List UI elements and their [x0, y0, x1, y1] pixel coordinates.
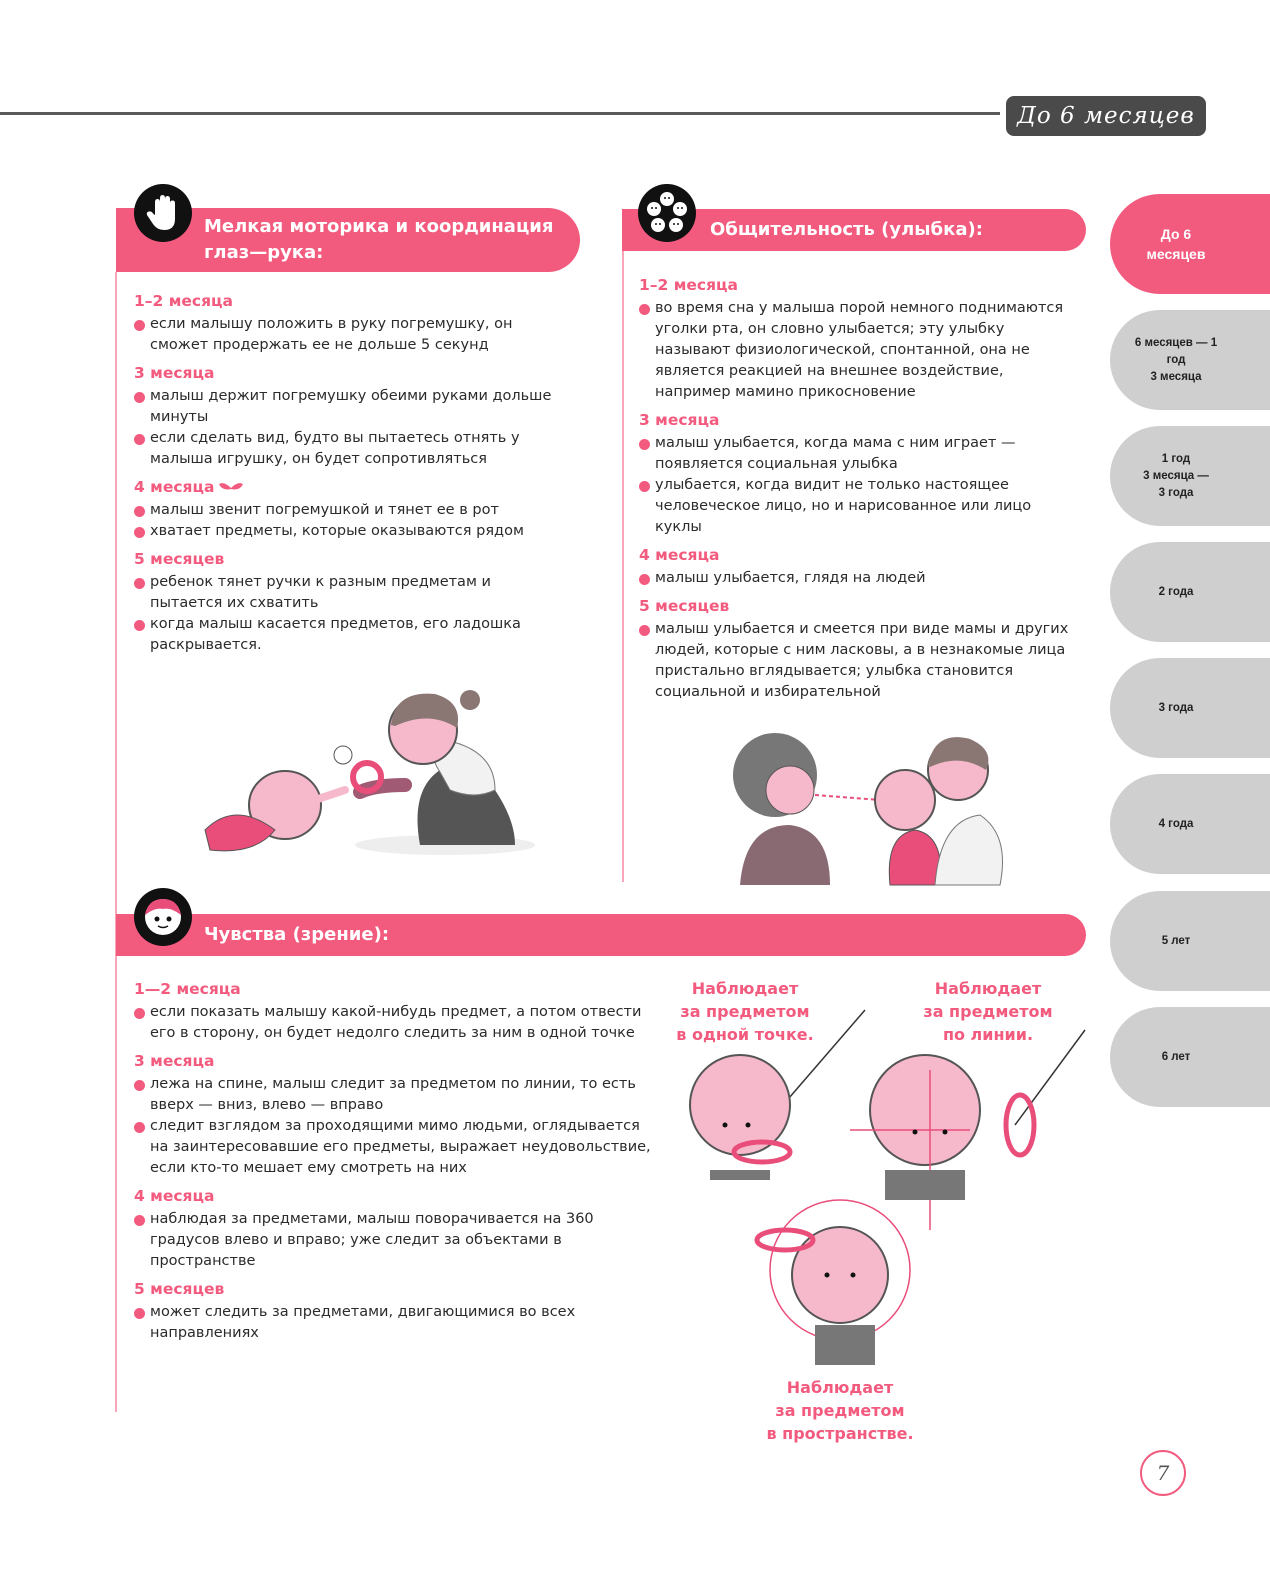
grandma-baby-illustration — [720, 725, 1030, 885]
caption-line: за предметом — [923, 1002, 1053, 1021]
tab-1[interactable] — [1110, 194, 1270, 294]
caption-space — [755, 1376, 925, 1445]
caption-line: Наблюдает — [691, 979, 799, 998]
caption-point — [660, 977, 830, 1046]
tab-label: 4 года — [1158, 817, 1194, 830]
tab-8[interactable] — [1110, 1007, 1270, 1107]
age-heading: 1–2 месяца — [639, 276, 738, 294]
list-item: малыш улыбается, глядя на людей — [639, 568, 1079, 589]
social-body — [639, 268, 1079, 703]
page-number: 7 — [1140, 1450, 1186, 1496]
face-icon — [134, 888, 192, 946]
tab-label: 6 месяцев — 1 — [1134, 336, 1218, 349]
tab-4[interactable] — [1110, 542, 1270, 642]
age-heading: 3 месяца — [134, 364, 215, 382]
tab-label: 3 месяца — — [1143, 469, 1209, 482]
age-heading: 5 месяцев — [134, 1280, 225, 1298]
list-item: если показать малышу какой-нибудь предмет, а потом отвести его в сторону, он будет недолго следить за ним в одной точке — [134, 1002, 654, 1044]
list-item: малыш улыбается и смеется при виде мамы и других людей, которые с ним ласковы, а в незнакомые лица пристально вглядывается; улыбка становится социальной и избирательной — [639, 619, 1079, 703]
motor-body — [134, 284, 564, 656]
list-item: наблюдая за предметами, малыш поворачивается на 360 градусов влево и вправо; уже следит за объектами в пространстве — [134, 1209, 654, 1272]
list-item: хватает предметы, которые оказываются рядом — [134, 521, 564, 542]
tab-3[interactable] — [1110, 426, 1270, 526]
chapter-tabs — [1110, 0, 1270, 1595]
faces-icon — [638, 184, 696, 242]
tab-label: 2 года — [1158, 585, 1194, 598]
caption-line: за предметом — [775, 1401, 905, 1420]
list-item: может следить за предметами, двигающимися во всех направлениях — [134, 1302, 654, 1344]
age-heading: 4 месяца — [134, 477, 564, 498]
caption-line: Наблюдает — [934, 979, 1042, 998]
list-item: следит взглядом за проходящими мимо людьми, оглядывается на заинтересовавшие его предметы, выражает неудовольствие, если кто-то мешает ему смотреть на них — [134, 1116, 654, 1179]
caption-line: по линии. — [942, 1025, 1034, 1044]
tab-label: 6 лет — [1161, 1050, 1191, 1063]
tab-2[interactable] — [1110, 310, 1270, 410]
age-heading: 4 месяца — [134, 1187, 215, 1205]
social-title: Общительность (улыбка): — [710, 219, 983, 240]
age-heading: 5 месяцев — [639, 597, 730, 615]
tab-label: 1 год — [1161, 452, 1191, 465]
age-heading: 3 месяца — [639, 411, 720, 429]
senses-header — [116, 914, 1086, 956]
list-item: малыш держит погремушку обеими руками дольше минуты — [134, 386, 564, 428]
list-item: ребенок тянет ручки к разным предметам и пытается их схватить — [134, 572, 564, 614]
sprout-icon — [218, 479, 244, 497]
tab-label: До 6 — [1160, 226, 1192, 242]
top-rule — [0, 112, 1000, 115]
left-margin-line — [115, 272, 117, 1412]
age-heading: 3 месяца — [134, 1052, 215, 1070]
list-item: когда малыш касается предметов, его ладошка раскрывается. — [134, 614, 564, 656]
list-item: если сделать вид, будто вы пытаетесь отнять у малыша игрушку, он будет сопротивляться — [134, 428, 564, 470]
mother-baby-illustration — [195, 680, 555, 870]
motor-title-line1: Мелкая моторика и координация — [204, 216, 554, 237]
tab-5[interactable] — [1110, 658, 1270, 758]
caption-line: в пространстве. — [766, 1424, 914, 1443]
caption-line: в одной точке. — [676, 1025, 814, 1044]
list-item: лежа на спине, малыш следит за предметом по линии, то есть вверх — вниз, влево — вправо — [134, 1074, 654, 1116]
caption-line: Наблюдает — [786, 1378, 894, 1397]
tab-label: 3 года — [1158, 486, 1194, 499]
baby-space-illustration — [735, 1195, 935, 1375]
caption-line — [903, 977, 1073, 1046]
tab-7[interactable] — [1110, 891, 1270, 991]
list-item: улыбается, когда видит не только настоящее человеческое лицо, но и нарисованное или лицо куклы — [639, 475, 1079, 538]
tab-label: месяцев — [1146, 246, 1206, 262]
caption-line: за предметом — [680, 1002, 810, 1021]
chapter-badge: До 6 месяцев — [1006, 96, 1206, 136]
tab-label: 3 года — [1158, 701, 1194, 714]
hand-icon — [134, 184, 192, 242]
list-item: малыш звенит погремушкой и тянет ее в рот — [134, 500, 564, 521]
tab-label: 5 лет — [1161, 934, 1191, 947]
middle-separator — [622, 250, 624, 882]
list-item: во время сна у малыша порой немного поднимаются уголки рта, он словно улыбается; эту улыбку называют физиологической, спонтанной, она не является реакцией на внешнее воздействие, например мамино прикосновение — [639, 298, 1079, 403]
senses-body — [134, 972, 654, 1344]
baby-point-illustration — [680, 1040, 820, 1180]
age-heading: 4 месяца — [639, 546, 720, 564]
tab-label: год — [1166, 353, 1186, 366]
senses-title: Чувства (зрение): — [204, 924, 390, 945]
tab-label: 3 месяца — [1150, 370, 1202, 383]
motor-title-line2: глаз—рука: — [204, 242, 324, 263]
age-heading: 1—2 месяца — [134, 980, 241, 998]
age-heading: 5 месяцев — [134, 550, 225, 568]
tab-6[interactable] — [1110, 774, 1270, 874]
list-item: малыш улыбается, когда мама с ним играет — появляется социальная улыбка — [639, 433, 1079, 475]
age-heading: 1–2 месяца — [134, 292, 233, 310]
list-item: если малышу положить в руку погремушку, он сможет продержать ее не дольше 5 секунд — [134, 314, 564, 356]
